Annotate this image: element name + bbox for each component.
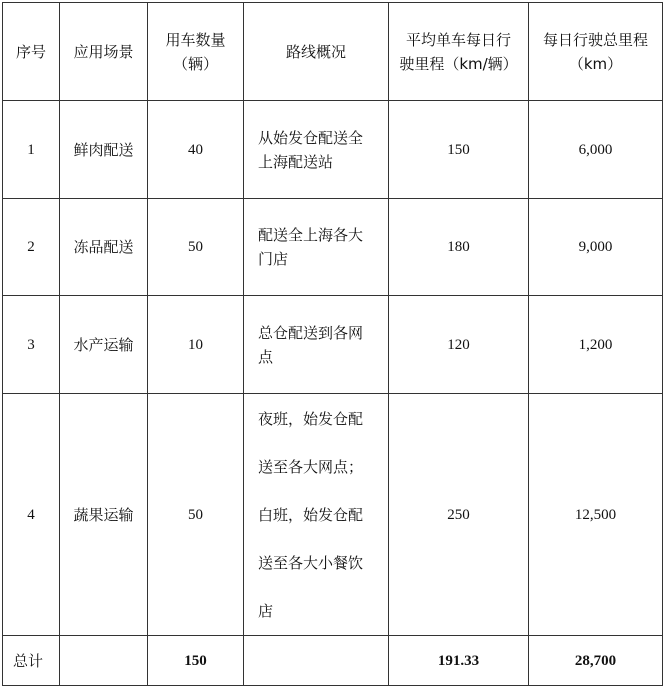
row-index: 3: [3, 296, 60, 394]
header-vehicles-line2: （辆）: [172, 54, 218, 73]
table-row: [3, 296, 663, 394]
row-vehicles: 50: [148, 394, 244, 636]
row-vehicles: 50: [148, 199, 244, 296]
summary-total: 28,700: [529, 636, 663, 686]
row-scene: 鲜肉配送: [60, 101, 148, 199]
row-route: [244, 199, 389, 296]
route-line: 白班，始发仓配: [258, 505, 364, 524]
header-avg-mileage: [389, 3, 529, 101]
row-route: [244, 394, 389, 636]
header-scene: 应用场景: [60, 3, 148, 101]
vehicle-usage-table: [2, 2, 663, 686]
row-vehicles: 40: [148, 101, 244, 199]
header-total-mileage: [529, 3, 663, 101]
row-index: 2: [3, 199, 60, 296]
row-total: 1,200: [529, 296, 663, 394]
route-line: 上海配送站: [258, 152, 334, 171]
row-scene: 冻品配送: [60, 199, 148, 296]
table-row: [3, 199, 663, 296]
row-scene: 蔬果运输: [60, 394, 148, 636]
header-total-line1: 每日行驶总里程: [542, 30, 648, 49]
table-row: [3, 101, 663, 199]
row-avg: 250: [389, 394, 529, 636]
header-total-line2: （km）: [568, 54, 623, 73]
row-total: 9,000: [529, 199, 663, 296]
row-index: 4: [3, 394, 60, 636]
table-row: [3, 394, 663, 636]
row-avg: 150: [389, 101, 529, 199]
header-avg-line2: 驶里程（km/辆）: [399, 54, 518, 73]
row-vehicles: 10: [148, 296, 244, 394]
summary-row: [3, 636, 663, 686]
header-avg-line1: 平均单车每日行: [405, 30, 511, 49]
header-route: 路线概况: [244, 3, 389, 101]
row-total: 12,500: [529, 394, 663, 636]
summary-avg: 191.33: [389, 636, 529, 686]
route-line: 从始发仓配送全: [258, 128, 364, 147]
route-line: 夜班，始发仓配: [258, 409, 364, 428]
row-avg: 180: [389, 199, 529, 296]
row-route: [244, 101, 389, 199]
route-line: 店: [258, 601, 274, 620]
route-line: 门店: [258, 250, 289, 268]
summary-vehicles: 150: [148, 636, 244, 686]
route-line: 配送全上海各大: [258, 226, 364, 244]
row-avg: 120: [389, 296, 529, 394]
row-route: [244, 296, 389, 394]
header-row: [3, 3, 663, 101]
route-line: 总仓配送到各网: [258, 323, 364, 342]
summary-empty-cell: [60, 636, 148, 686]
row-scene: 水产运输: [60, 296, 148, 394]
row-index: 1: [3, 101, 60, 199]
route-line: 送至各大网点；: [258, 457, 364, 476]
header-vehicles-line1: 用车数量: [165, 30, 226, 49]
header-vehicles: [148, 3, 244, 101]
summary-label: 总计: [3, 636, 60, 686]
summary-empty-cell: [244, 636, 389, 686]
row-total: 6,000: [529, 101, 663, 199]
header-index: 序号: [3, 3, 60, 101]
route-line: 点: [258, 347, 274, 366]
route-line: 送至各大小餐饮: [258, 553, 364, 572]
